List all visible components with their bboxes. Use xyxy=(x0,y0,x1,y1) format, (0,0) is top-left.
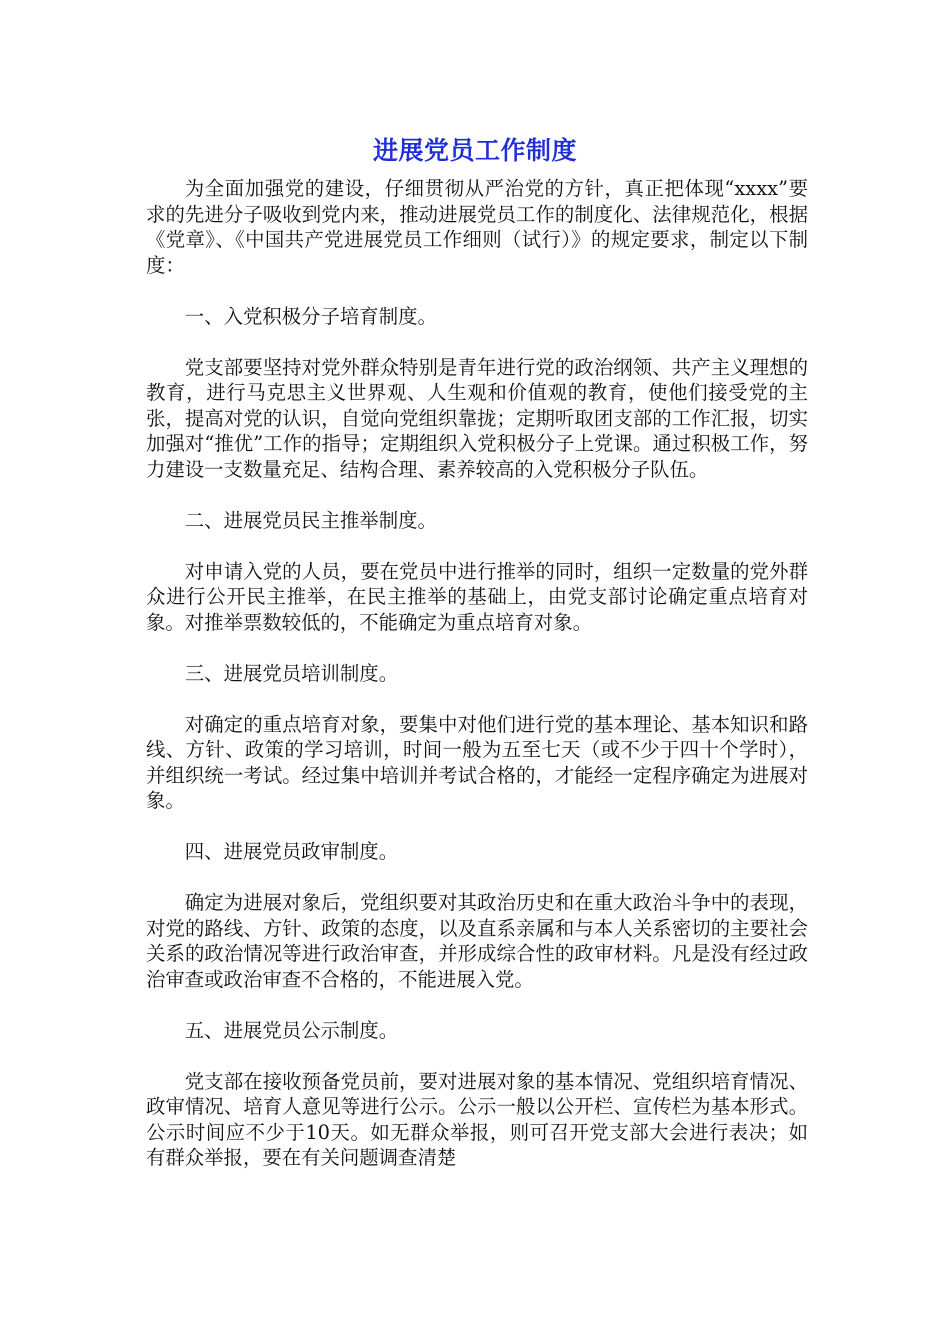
section-heading-1: 一、入党积极分子培育制度。 xyxy=(184,304,437,328)
document-body xyxy=(146,176,808,1196)
intro-paragraph: 为全面加强党的建设，仔细贯彻从严治党的方针，真正把体现“xxxx”要求的先进分子吸收到党内来，推动进展党员工作的制度化、法律规范化，根据《党章》、《中国共产党进展党员工作细则（试行）》的规定要求，制定以下制度： xyxy=(146,177,808,277)
section-heading-5: 五、进展党员公示制度。 xyxy=(184,1018,399,1042)
section-paragraph-5: 党支部在接收预备党员前，要对进展对象的基本情况、党组织培育情况、政审情况、培育人意见等进行公示。公示一般以公开栏、宣传栏为基本形式。公示时间应不少于10天。如无群众举报，则可召开党支部大会进行表决；如有群众举报，要在有关问题调查清楚 xyxy=(146,1069,808,1169)
section-paragraph-1: 党支部要坚持对党外群众特别是青年进行党的政治纲领、共产主义理想的教育，进行马克思主义世界观、人生观和价值观的教育，使他们接受党的主张，提高对党的认识，自觉向党组织靠拢；定期听取团支部的工作汇报，切实加强对“推优”工作的指导；定期组织入党积极分子上党课。通过积极工作，努力建设一支数量充足、结构合理、素养较高的入党积极分子队伍。 xyxy=(146,355,808,481)
section-heading-4: 四、进展党员政审制度。 xyxy=(184,840,399,863)
page-title: 进展党员工作制度 xyxy=(372,136,577,165)
section-heading-3: 三、进展党员培训制度。 xyxy=(184,661,399,685)
section-paragraph-2: 对申请入党的人员，要在党员中进行推举的同时，组织一定数量的党外群众进行公开民主推举，在民主推举的基础上，由党支部讨论确定重点培育对象。对推举票数较低的，不能确定为重点培育对象。 xyxy=(146,559,808,634)
section-paragraph-3: 对确定的重点培育对象，要集中对他们进行党的基本理论、基本知识和路线、方针、政策的学习培训，时间一般为五至七天（或不少于四十个学时），并组织统一考试。经过集中培训并考试合格的，才能经一定程序确定为进展对象。 xyxy=(146,712,808,812)
section-paragraph-4: 确定为进展对象后，党组织要对其政治历史和在重大政治斗争中的表现，对党的路线、方针、政策的态度，以及直系亲属和与本人关系密切的主要社会关系的政治情况等进行政治审查，并形成综合性的政审材料。凡是没有经过政治审查或政治审查不合格的，不能进展入党。 xyxy=(146,891,808,991)
section-heading-2: 二、进展党员民主推举制度。 xyxy=(184,508,437,532)
